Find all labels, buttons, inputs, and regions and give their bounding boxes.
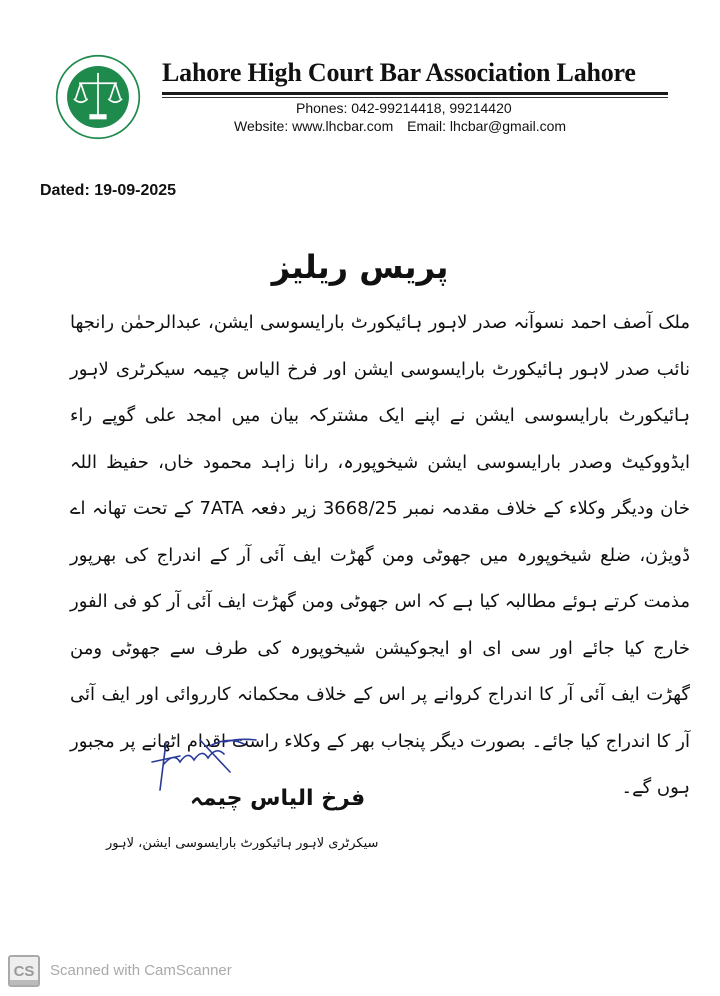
signatory-title: سیکرٹری لاہور ہائیکورٹ بارایسوسی ایشن، لاہور (106, 836, 379, 851)
email: Email: lhcbar@gmail.com (407, 118, 567, 134)
body-text: ملک آصف احمد نسوآنہ صدر لاہور ہائیکورٹ بارایسوسی ایشن، عبدالرحمٰن رانجھا نائب صدر لاہور ہائیکورٹ بارایسوسی ایشن اور فرخ الیاس چیمہ سیکرٹری لاہور ہائیکورٹ بارایسوسی ایشن نے اپنے ایک مشترکہ بیان میں امجد علی گوپے راء ایڈووکیٹ وصدر بارایسوسی ایشن شیخوپورہ، رانا زاہد محمود خاں، حفیظ اللہ خان ودیگر وکلاء کے خلاف مقدمہ نمبر 3668/25 زیر دفعہ 7ATA کے تحت تھانہ اے ڈویژن، ضلع شیخوپورہ میں جھوٹی ومن گھڑت ایف آئی آر کے اندراج کی بھرپور مذمت کرتے ہوئے مطالبہ کیا ہے کہ اس جھوٹی ومن گھڑت ایف آئی آر کو فی الفور خارج کیا جائے اور سی ای او ایجوکیشن شیخوپورہ کی طرف سے جھوٹی ومن گھڑت ایف آئی آر کا اندراج کروانے پر اس کے خلاف محکمانہ کارروائی اور ایف آئی آر کا اندراج کیا جائے۔ بصورت دیگر پنجاب بھر کے وکلاء راست اقدام اٹھانے پر مجبور ہوں گے۔ (70, 312, 691, 798)
date: Dated: 19-09-2025 (40, 182, 177, 199)
camscanner-logo-icon (8, 955, 40, 987)
organization-name: Lahore High Court Bar Association Lahore (162, 58, 636, 87)
signatory-name: فرخ الیاس چیمہ (190, 786, 366, 811)
contact-line (234, 118, 576, 134)
lhcba-logo (55, 54, 141, 140)
website: Website: www.lhcbar.com (234, 118, 394, 134)
header-rule (162, 92, 668, 95)
scanned-with-camscanner: Scanned with CamScanner (50, 962, 232, 979)
handwritten-signature (140, 732, 260, 792)
camscanner-badge-text: CS (13, 962, 35, 980)
phone-numbers: Phones: 042-99214418, 99214420 (296, 100, 512, 116)
press-release-heading: پریس ریلیز (271, 248, 449, 286)
header-rule-thin (162, 97, 668, 98)
